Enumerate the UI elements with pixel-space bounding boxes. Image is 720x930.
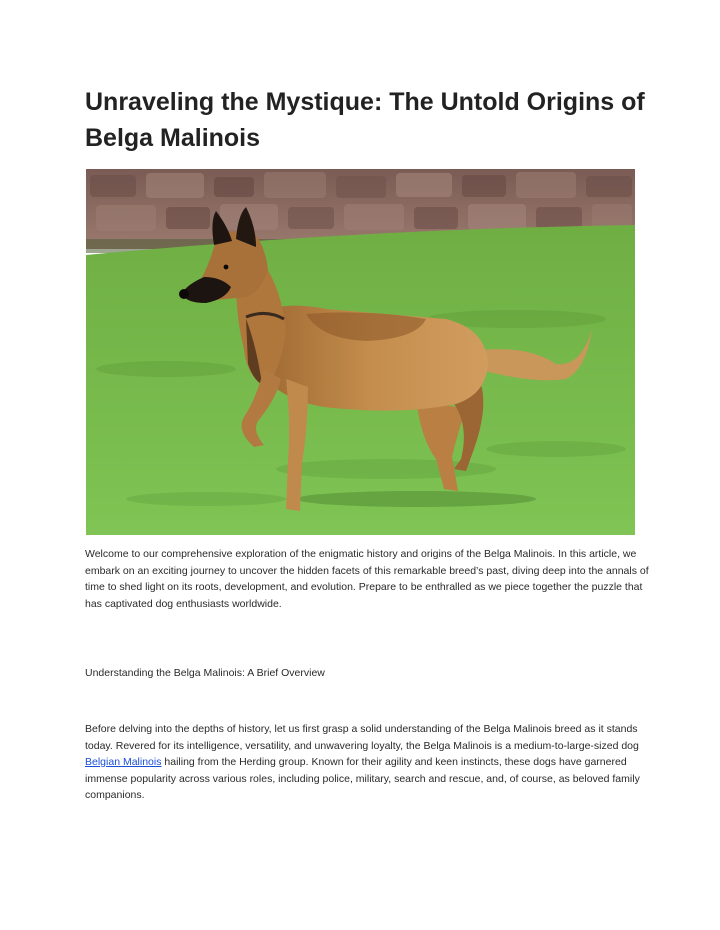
overview-text-before-link: Before delving into the depths of history, let us first grasp a solid understanding of the Belga Malinois breed as it stands today. Revered for its intelligence, versatility, and unwavering loyalty, the Belga Malinois is a medium-to-large-sized dog [85,723,639,752]
overview-text-after-link: hailing from the Herding group. Known for their agility and keen instincts, these dogs have garnered immense popularity across various roles, including police, military, search and rescue, and, of course, as beloved family companions. [85,756,640,801]
section-heading: Understanding the Belga Malinois: A Brief Overview [85,667,325,679]
intro-paragraph: Welcome to our comprehensive exploration of the enigmatic history and origins of the Belga Malinois. In this article, we embark on an exciting journey to uncover the hidden facets of this remarkable breed’s past, diving deep into the annals of time to shed light on its roots, development, and evolution. Prepare to be enthralled as we piece together the puzzle that has captivated dog enthusiasts worldwide. [85,548,649,610]
article-title: Unraveling the Mystique: The Untold Origins of Belga Malinois [85,88,645,152]
hero-image [86,169,635,535]
belgian-malinois-link[interactable]: Belgian Malinois [85,756,162,768]
dog-shadow [296,491,536,507]
overview-paragraph [85,721,655,804]
